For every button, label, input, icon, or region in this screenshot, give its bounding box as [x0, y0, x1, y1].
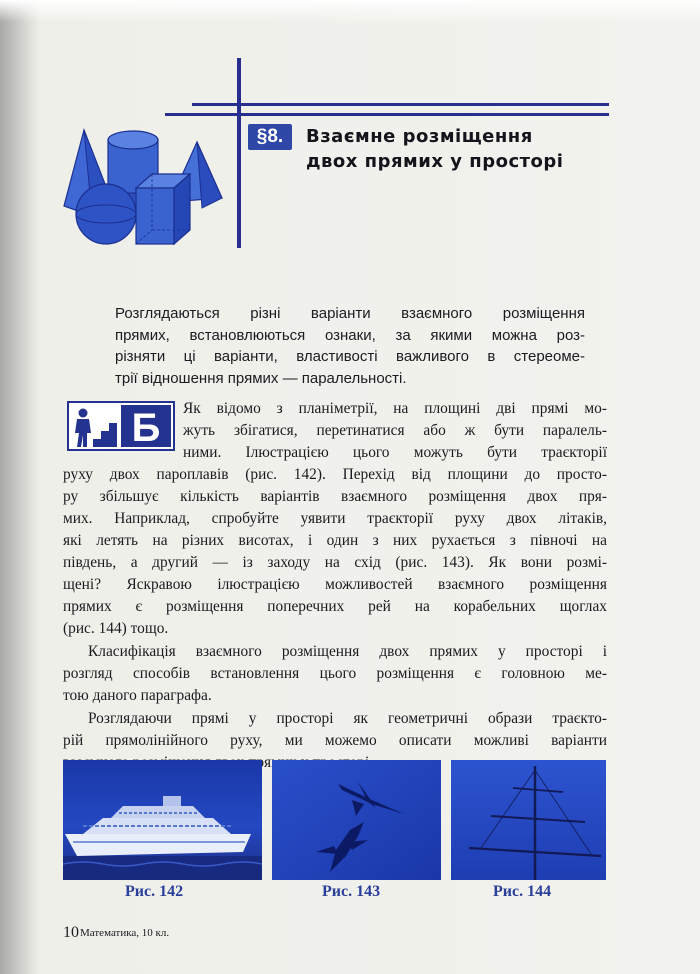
- intro-line: Розглядаються різні варіанти взаємного розміщення: [115, 305, 585, 322]
- stairs-person-icon: [67, 401, 175, 451]
- header-rule-bottom: [165, 113, 609, 116]
- icon-letter: Б: [131, 406, 161, 450]
- body-line: мих. Наприклад, спробуйте уявити траєкторії руху двох літаків,: [63, 510, 607, 527]
- intro-line: різняти ці варіанти, властивості важливого в стереоме-: [115, 348, 585, 365]
- header-vertical-rule: [237, 58, 241, 248]
- body-line: ру збільшує кількість варіантів взаємного розміщення двох пря-: [63, 488, 607, 505]
- airplanes-photo: [272, 760, 441, 880]
- geometric-solids-illustration: [62, 126, 232, 248]
- ship-photo: [63, 760, 262, 880]
- header-rule-top: [192, 103, 609, 106]
- body-line: Як відомо з планіметрії, на площині дві прямі мо-: [183, 400, 607, 417]
- body-line: руху двох пароплавів (рис. 142). Перехід від площини до просто-: [63, 466, 607, 483]
- intro-line: трії відношення прямих — паралельності.: [115, 369, 407, 387]
- body-line: жуть збігатися, перетинатися або ж бути паралель-: [183, 422, 607, 439]
- figure-142-caption: Рис. 142: [125, 883, 184, 900]
- mast-photo: [451, 760, 606, 880]
- body-line: (рис. 144) тощо.: [63, 620, 169, 637]
- body-line: Класифікація взаємного розміщення двох прямих у просторі і: [88, 643, 607, 660]
- body-line: які летять на різних висотах, і один з них рухається з півночі на: [63, 532, 607, 549]
- book-title-footer: Математика, 10 кл.: [80, 927, 170, 939]
- section-number-badge: §8.: [248, 124, 292, 150]
- section-intro: [115, 303, 585, 389]
- body-line: рій прямолінійного руху, ми можемо описати можливі варіанти: [63, 732, 607, 749]
- body-line: розгляд способів встановлення цього розміщення є головною ме-: [63, 665, 607, 682]
- body-line: ними. Ілюстрацією цього можуть бути траєкторії: [183, 444, 607, 461]
- figure-143-caption: Рис. 143: [322, 883, 381, 900]
- figure-144-caption: Рис. 144: [493, 883, 552, 900]
- body-line: щені? Яскравою ілюстрацією можливостей взаємного розміщення: [63, 576, 607, 593]
- section-title-line-2: двох прямих у просторі: [306, 151, 564, 172]
- section-title-line-1: Взаємне розміщення: [306, 126, 533, 147]
- body-line: південь, а другий — із заходу на схід (рис. 143). Як вони розмі-: [63, 554, 607, 571]
- body-line: прямих є розміщення поперечних рей на корабельних щоглах: [63, 598, 607, 615]
- page-number: 10: [63, 924, 79, 941]
- intro-line: прямих, встановлюються ознаки, за якими можна роз-: [115, 326, 585, 344]
- body-line: тою даного параграфа.: [63, 687, 212, 704]
- page-top-shadow: [0, 0, 700, 22]
- body-line: Розглядаючи прямі у просторі як геометричні образи траєкто-: [88, 710, 607, 727]
